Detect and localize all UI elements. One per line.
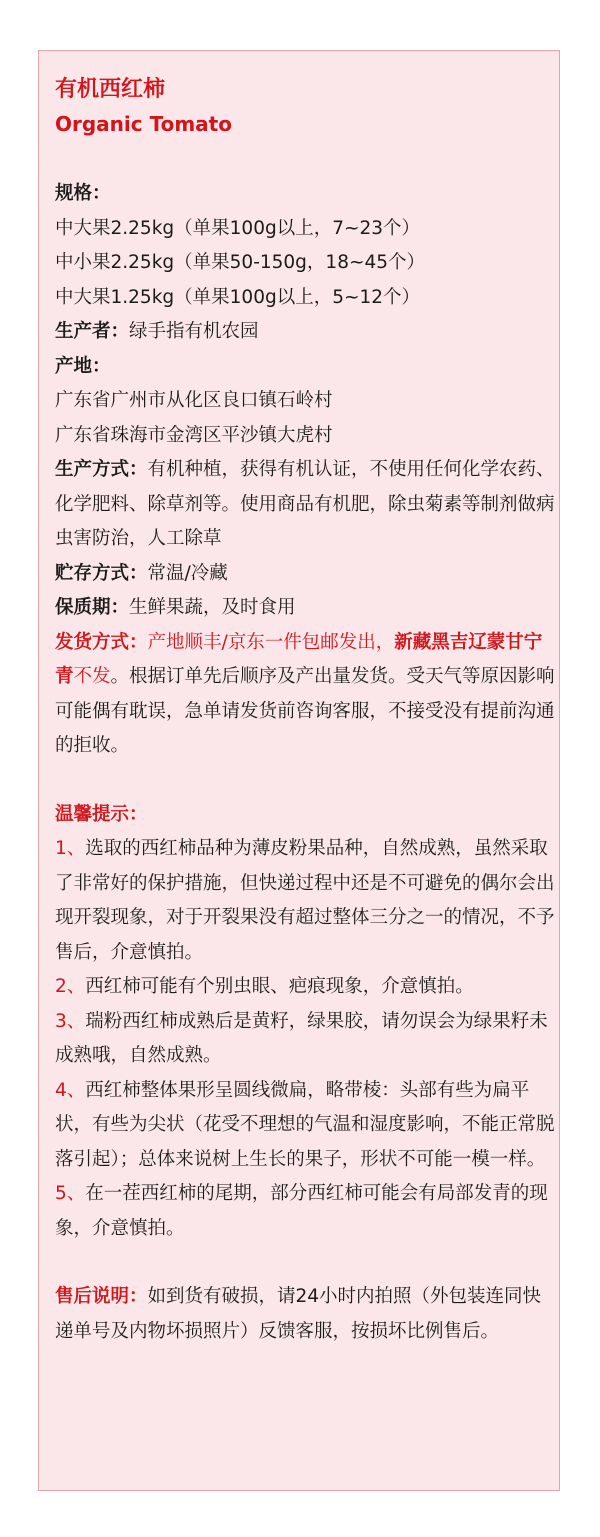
product-info-content: [55, 75, 555, 1349]
tip-item: [55, 832, 555, 970]
production-row: [55, 453, 555, 557]
shelf-life-label: 保质期：: [55, 597, 130, 618]
tip-number: 3、: [55, 1010, 86, 1032]
storage-value: 常温/冷藏: [147, 562, 228, 584]
production-value: 有机种植，获得有机认证，不使用任何化学农药、化学肥料、除草剂等。使用商品有机肥，除虫菊素等制剂做病虫害防治，人工除草: [55, 459, 555, 549]
after-sales-section: [55, 1280, 555, 1349]
storage-label: 贮存方式：: [55, 562, 148, 584]
origin-item: 广东省珠海市金湾区平沙镇大虎村: [55, 424, 333, 446]
tip-number: 5、: [55, 1183, 86, 1204]
spec-label: 规格：: [55, 183, 111, 204]
shipping-red-text: 产地顺丰/京东一件包邮发出，: [147, 631, 395, 653]
tips-label: 温馨提示：: [55, 803, 148, 825]
after-sales-value: 如到货有破损，请24小时内拍照（外包装连同快递单号及内物坏损照片）反馈客服，按损坏比例售后。: [55, 1286, 542, 1342]
tip-number: 4、: [55, 1079, 86, 1101]
product-title-en: Organic Tomato: [55, 112, 232, 136]
spec-item: 中大果2.25kg（单果100g以上，7~23个）: [55, 217, 421, 239]
tips-section: [55, 798, 555, 1247]
tip-text: 西红柿整体果形呈圆线微扁，略带棱：头部有些为扁平状，有些为尖状（花受不理想的气温和湿度影响，不能正常脱落引起）；总体来说树上生长的果子，形状不可能一模一样。: [55, 1079, 555, 1170]
producer-row: [55, 315, 555, 350]
tip-text: 选取的西红柿品种为薄皮粉果品种，自然成熟，虽然采取了非常好的保护措施，但快递过程中还是不可避免的偶尔会出现开裂现象，对于开裂果没有超过整体三分之一的情况，不予售后，介意慎拍。: [55, 838, 555, 963]
tip-text: 瑞粉西红柿成熟后是黄籽，绿果胶，请勿误会为绿果籽未成熟哦，自然成熟。: [55, 1010, 548, 1066]
spec-item: 中小果2.25kg（单果50-150g，18~45个）: [55, 252, 426, 273]
tip-number: 1、: [55, 838, 86, 859]
product-info-card: [38, 50, 560, 1491]
tip-number: 2、: [55, 976, 86, 997]
product-title-zh: 有机西红柿: [55, 77, 166, 102]
spec-section: [55, 177, 555, 764]
shelf-life-row: [55, 591, 555, 626]
shelf-life-value: 生鲜果蔬，及时食用: [129, 597, 296, 618]
shipping-excluded-regions: 新藏黑吉辽蒙甘宁青: [55, 631, 543, 687]
shipping-red-suffix: 不发: [73, 666, 111, 687]
shipping-rest: 。根据订单先后顺序及产出量发货。受天气等原因影响可能偶有耽误，急单请发货前咨询客服，不接受没有提前沟通的拒收。: [55, 666, 555, 756]
origin-label: 产地：: [55, 355, 111, 377]
origin-item: 广东省广州市从化区良口镇石岭村: [55, 390, 333, 411]
producer-label: 生产者：: [55, 321, 130, 342]
spec-item: 中大果1.25kg（单果100g以上，5~12个）: [55, 286, 421, 308]
after-sales-row: [55, 1280, 555, 1349]
tip-item: [55, 1177, 555, 1246]
producer-value: 绿手指有机农园: [129, 321, 259, 342]
tip-item: [55, 1005, 555, 1074]
tip-item: [55, 1074, 555, 1178]
tip-item: [55, 970, 555, 1005]
after-sales-label: 售后说明：: [55, 1286, 148, 1307]
shipping-label: 发货方式：: [55, 631, 148, 653]
tip-text: 在一茬西红柿的尾期，部分西红柿可能会有局部发青的现象，介意慎拍。: [55, 1183, 548, 1239]
tip-text: 西红柿可能有个别虫眼、疤痕现象，介意慎拍。: [85, 976, 474, 997]
storage-row: [55, 557, 555, 592]
shipping-row: [55, 626, 555, 764]
production-label: 生产方式：: [55, 459, 148, 480]
